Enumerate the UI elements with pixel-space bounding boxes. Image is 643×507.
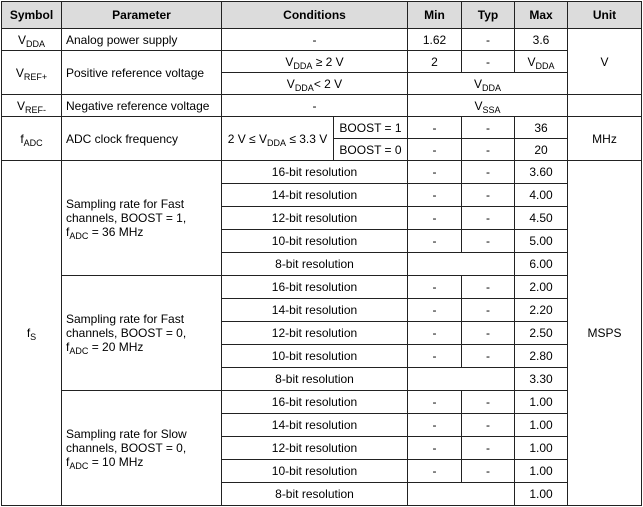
typ-fadc-1: - [462,117,515,139]
parameter-fs-group-1: Sampling rate for Fast channels, BOOST = 1, $f_{ADC} = 36$ MHz [62,161,222,276]
resolution: 16-bit resolution [222,276,408,299]
parameter-vref-minus: Negative reference voltage [62,95,222,117]
max-value: 1.00 [515,391,568,414]
max-value: 5.00 [515,230,568,253]
resolution: 12-bit resolution [222,207,408,230]
parameter-fs-group-3: Sampling rate for Slow channels, BOOST = 0, $f_{ADC} = 10$ MHz [62,391,222,506]
header-min: Min [408,2,462,29]
table-row [2,117,642,139]
min-typ-empty [408,253,515,276]
min-vdda: 1.62 [408,29,462,51]
max-value: 4.50 [515,207,568,230]
typ-value: - [462,345,515,368]
header-typ: Typ [462,2,515,29]
header-conditions: Conditions [222,2,408,29]
resolution: 10-bit resolution [222,345,408,368]
resolution: 14-bit resolution [222,184,408,207]
typ-value: - [462,391,515,414]
resolution: 8-bit resolution [222,368,408,391]
header-unit: Unit [568,2,642,29]
resolution: 14-bit resolution [222,414,408,437]
max-fadc-1: 36 [515,117,568,139]
min-typ-empty [408,368,515,391]
value-vref-minus: $V_{SSA}$ [408,95,568,117]
table-row [2,51,642,73]
min-value: - [408,437,462,460]
parameter-vref-plus: Positive reference voltage [62,51,222,95]
table-row [2,391,642,414]
symbol-vref-plus: $V_{REF+}$ [2,51,62,95]
typ-fadc-2: - [462,139,515,161]
max-value: 1.00 [515,437,568,460]
header-max: Max [515,2,568,29]
max-vref-plus: $V_{DDA}$ [515,51,568,73]
typ-value: - [462,414,515,437]
resolution: 12-bit resolution [222,322,408,345]
header-row [2,2,642,29]
symbol-fs: $f_S$ [2,161,62,506]
parameter-vdda: Analog power supply [62,29,222,51]
max-value: 2.20 [515,299,568,322]
min-value: - [408,230,462,253]
table-row [2,29,642,51]
typ-value: - [462,184,515,207]
unit-vref-minus [568,95,642,117]
min-fadc-2: - [408,139,462,161]
symbol-vref-minus: $V_{REF-}$ [2,95,62,117]
resolution: 16-bit resolution [222,391,408,414]
resolution: 10-bit resolution [222,230,408,253]
conditions-fadc: 2 $V \le V_{DDA} \le 3.3$ V [222,117,334,161]
resolution: 10-bit resolution [222,460,408,483]
max-value: 1.00 [515,460,568,483]
boost-0: BOOST = 0 [334,139,408,161]
typ-value: - [462,276,515,299]
min-value: - [408,276,462,299]
min-value: - [408,414,462,437]
min-value: - [408,161,462,184]
conditions-vref-plus-2: $V_{DDA}< 2$ V [222,73,408,95]
max-value: 3.30 [515,368,568,391]
max-value: 1.00 [515,483,568,506]
max-value: 2.00 [515,276,568,299]
min-value: - [408,184,462,207]
max-value: 3.60 [515,161,568,184]
max-value: 6.00 [515,253,568,276]
min-fadc-1: - [408,117,462,139]
typ-value: - [462,322,515,345]
table-row [2,276,642,299]
parameter-fs-group-2: Sampling rate for Fast channels, BOOST = 0, $f_{ADC} = 20$ MHz [62,276,222,391]
min-vref-plus: 2 [408,51,462,73]
typ-value: - [462,460,515,483]
header-parameter: Parameter [62,2,222,29]
max-value: 4.00 [515,184,568,207]
parameter-fadc: ADC clock frequency [62,117,222,161]
typ-vdda: - [462,29,515,51]
conditions-vdda: - [222,29,408,51]
typ-value: - [462,437,515,460]
table-row [2,161,642,184]
boost-1: BOOST = 1 [334,117,408,139]
max-value: 2.80 [515,345,568,368]
resolution: 8-bit resolution [222,483,408,506]
typ-value: - [462,299,515,322]
min-value: - [408,207,462,230]
conditions-vref-minus: - [222,95,408,117]
value-vref-plus-2: $V_{DDA}$ [408,73,568,95]
max-fadc-2: 20 [515,139,568,161]
typ-value: - [462,161,515,184]
table-row [2,95,642,117]
min-value: - [408,322,462,345]
unit-v: V [568,29,642,95]
max-value: 2.50 [515,322,568,345]
header-symbol: Symbol [2,2,62,29]
symbol-vdda: $V_{DDA}$ [2,29,62,51]
resolution: 8-bit resolution [222,253,408,276]
unit-msps: MSPS [568,161,642,506]
symbol-fadc: $f_{ADC}$ [2,117,62,161]
resolution: 12-bit resolution [222,437,408,460]
resolution: 16-bit resolution [222,161,408,184]
max-value: 1.00 [515,414,568,437]
typ-value: - [462,207,515,230]
unit-mhz: MHz [568,117,642,161]
min-value: - [408,345,462,368]
typ-value: - [462,230,515,253]
min-typ-empty [408,483,515,506]
min-value: - [408,391,462,414]
adc-characteristics-table [1,1,642,506]
max-vdda: 3.6 [515,29,568,51]
resolution: 14-bit resolution [222,299,408,322]
conditions-vref-plus-1: $V_{DDA} \ge 2$ V [222,51,408,73]
min-value: - [408,460,462,483]
typ-vref-plus: - [462,51,515,73]
min-value: - [408,299,462,322]
